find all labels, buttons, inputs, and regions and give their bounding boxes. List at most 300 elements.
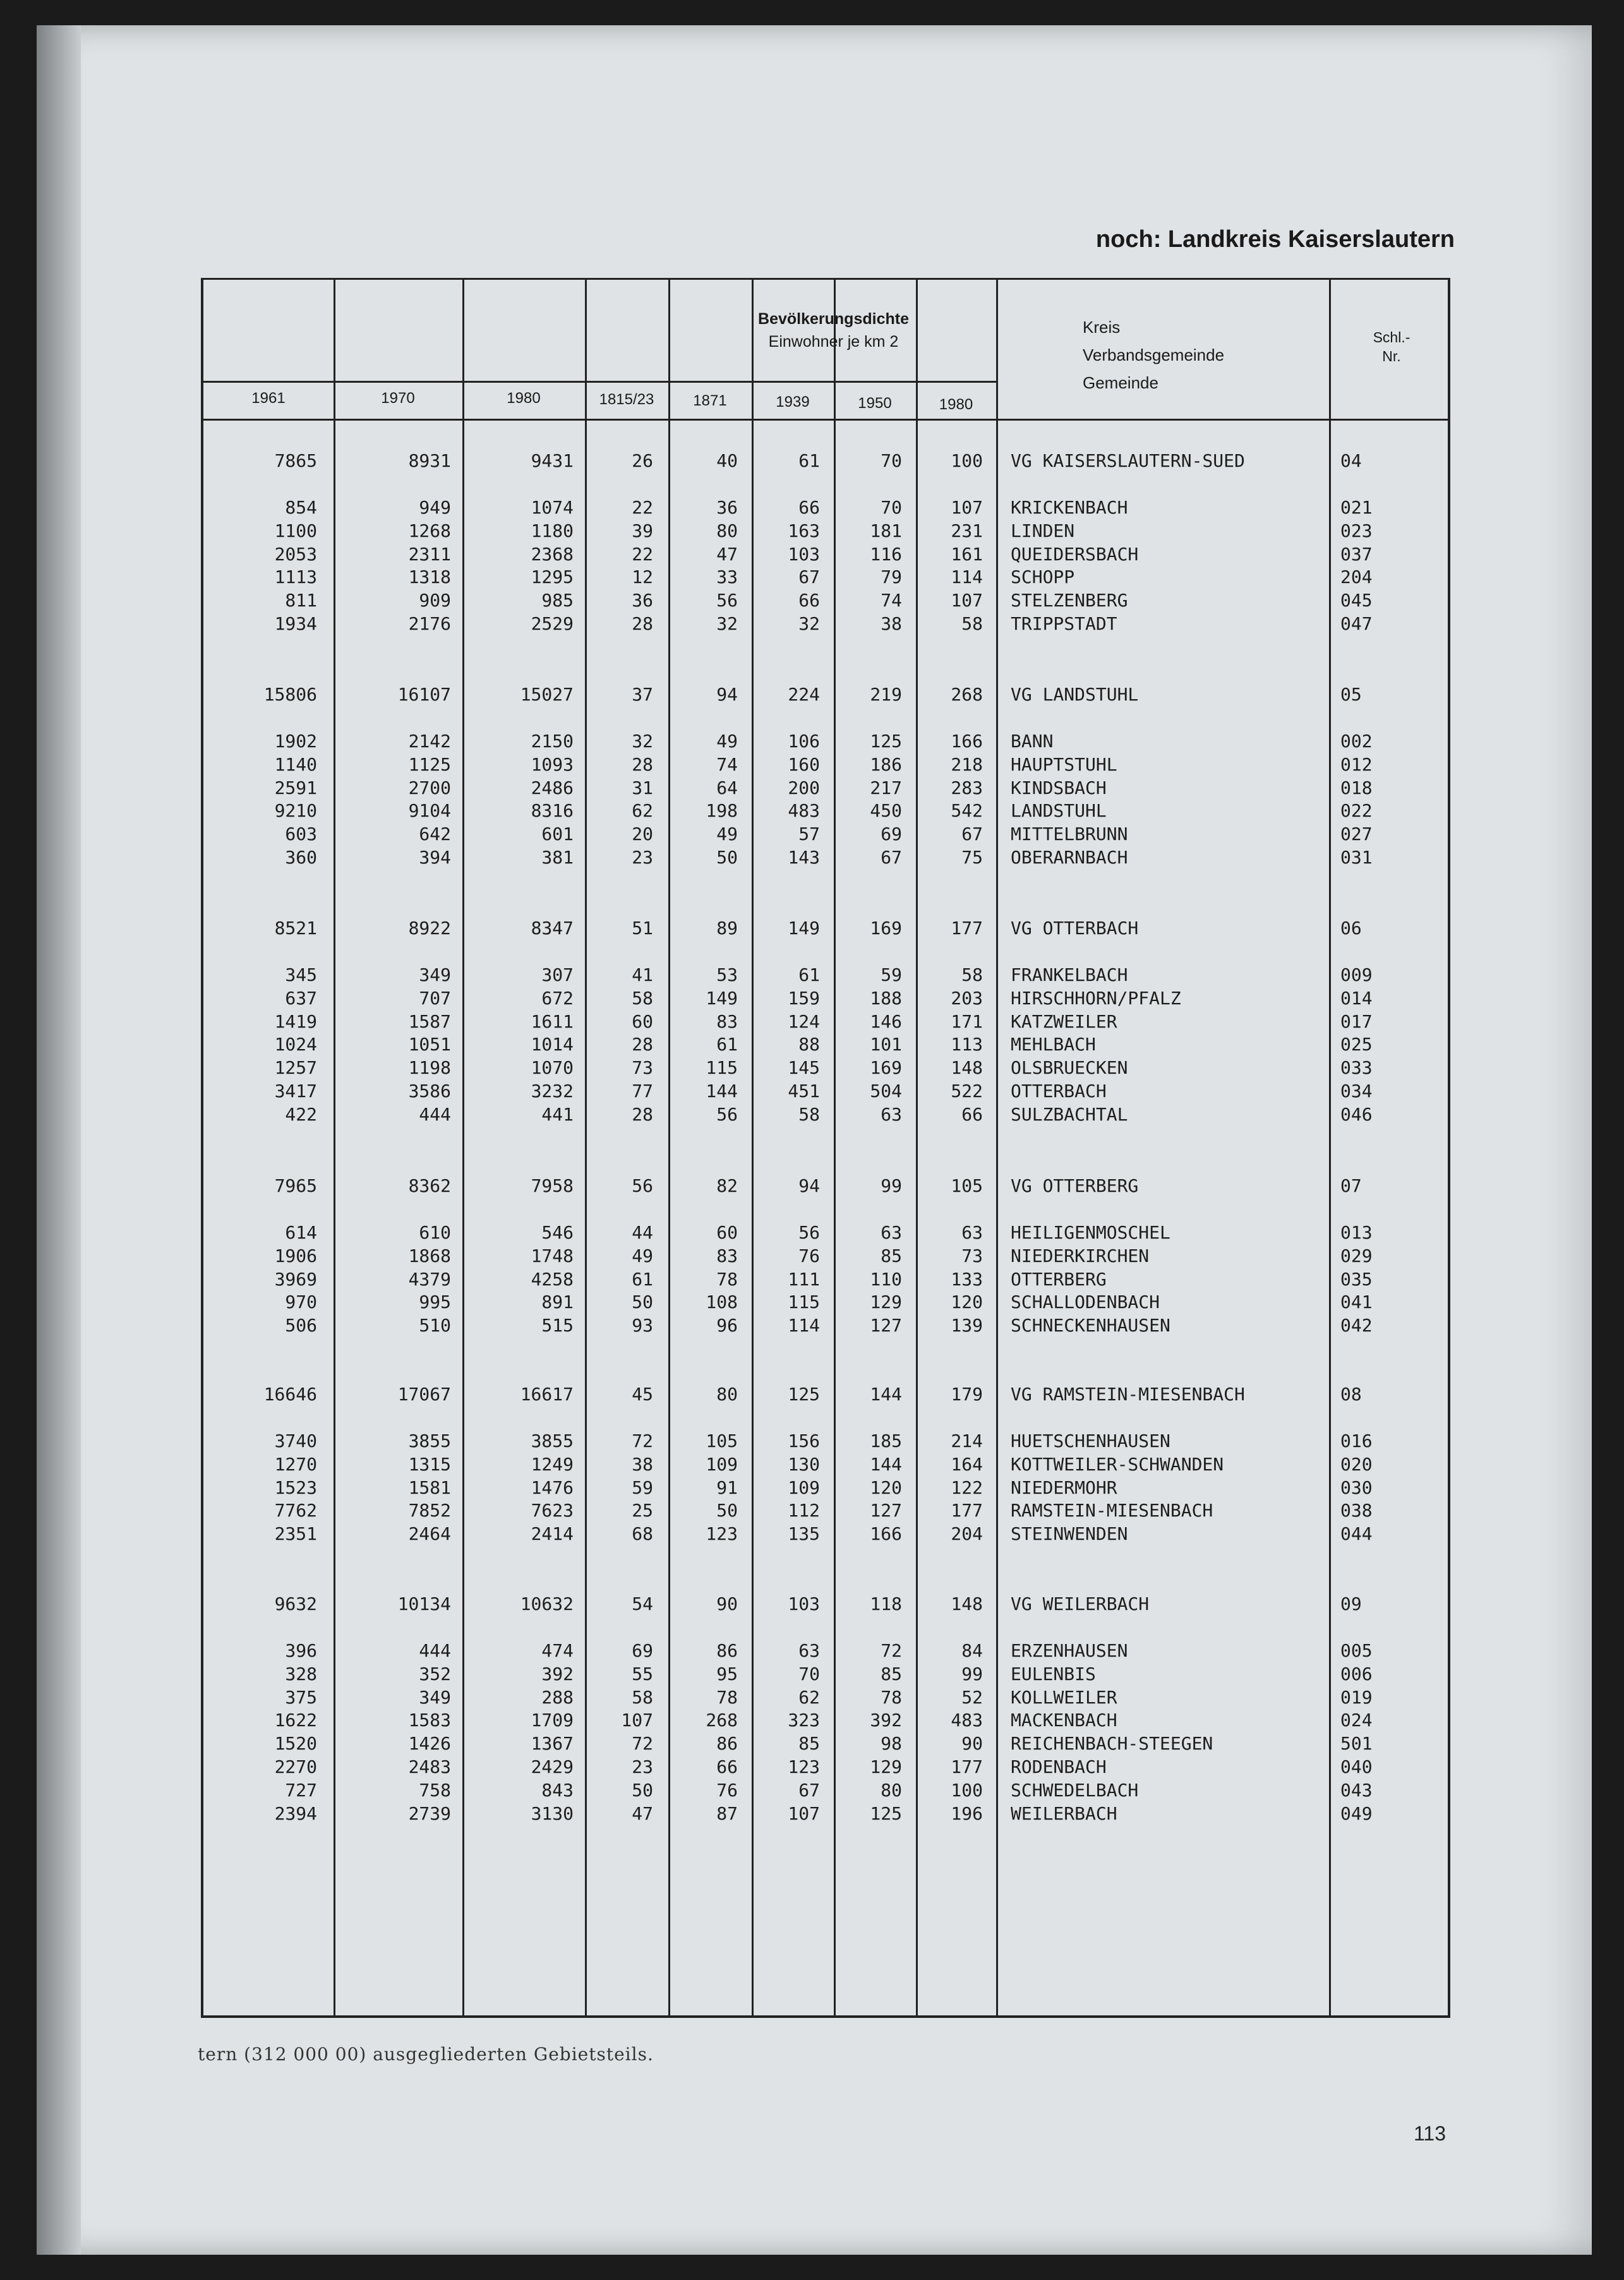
density-cell: 58 bbox=[961, 964, 983, 985]
population-cell: 1295 bbox=[531, 567, 574, 588]
population-cell: 1902 bbox=[274, 731, 317, 752]
population-cell: 2591 bbox=[274, 777, 317, 798]
population-cell: 2142 bbox=[408, 731, 451, 752]
year-header-1980: 1980 bbox=[507, 390, 541, 407]
municipality-name-cell: KOLLWEILER bbox=[1011, 1686, 1117, 1708]
population-cell: 7762 bbox=[274, 1500, 317, 1521]
density-cell: 127 bbox=[870, 1315, 902, 1336]
key-number-cell: 04 bbox=[1340, 450, 1362, 471]
population-cell: 17067 bbox=[397, 1384, 451, 1405]
year-header-1950: 1950 bbox=[858, 395, 892, 412]
population-cell: 1581 bbox=[408, 1477, 451, 1498]
density-cell: 90 bbox=[961, 1733, 983, 1755]
municipality-name-cell: HEILIGENMOSCHEL bbox=[1011, 1222, 1170, 1243]
density-cell: 106 bbox=[788, 731, 820, 752]
population-cell: 610 bbox=[419, 1222, 451, 1243]
density-cell: 78 bbox=[881, 1686, 902, 1708]
table-row bbox=[203, 1780, 1448, 1801]
density-cell: 49 bbox=[632, 1245, 653, 1266]
population-cell: 1113 bbox=[274, 567, 317, 588]
density-cell: 90 bbox=[716, 1593, 738, 1614]
key-number-cell: 020 bbox=[1340, 1453, 1373, 1475]
table-row bbox=[203, 1477, 1448, 1499]
key-number-cell: 05 bbox=[1340, 684, 1362, 705]
density-cell: 58 bbox=[798, 1103, 820, 1125]
density-cell: 323 bbox=[788, 1710, 820, 1731]
municipality-name-cell: OTTERBACH bbox=[1011, 1081, 1107, 1101]
population-cell: 1249 bbox=[531, 1453, 574, 1475]
density-cell: 146 bbox=[870, 1011, 902, 1032]
density-cell: 231 bbox=[951, 520, 983, 541]
population-cell: 16646 bbox=[263, 1384, 317, 1405]
vg-summary-row bbox=[203, 918, 1448, 939]
density-cell: 163 bbox=[788, 520, 820, 541]
density-cell: 179 bbox=[951, 1384, 983, 1405]
key-number-cell: 018 bbox=[1340, 777, 1373, 798]
density-cell: 217 bbox=[870, 777, 902, 798]
table-row bbox=[203, 1454, 1448, 1475]
density-cell: 177 bbox=[951, 918, 983, 939]
density-cell: 55 bbox=[632, 1663, 653, 1684]
density-cell: 123 bbox=[788, 1756, 820, 1777]
density-cell: 66 bbox=[961, 1103, 983, 1125]
key-number-cell: 016 bbox=[1340, 1431, 1373, 1451]
density-cell: 60 bbox=[632, 1011, 653, 1032]
population-cell: 2464 bbox=[408, 1523, 451, 1545]
municipality-name-cell: BANN bbox=[1011, 731, 1054, 752]
density-cell: 23 bbox=[632, 1756, 653, 1777]
density-group-label: Bevölkerungsdichte bbox=[758, 310, 909, 328]
table-row bbox=[203, 800, 1448, 822]
table-row bbox=[203, 1710, 1448, 1731]
density-cell: 78 bbox=[716, 1268, 738, 1290]
table-row bbox=[203, 847, 1448, 868]
density-cell: 53 bbox=[716, 964, 738, 985]
density-cell: 123 bbox=[706, 1523, 738, 1545]
density-cell: 59 bbox=[632, 1477, 653, 1498]
density-cell: 67 bbox=[798, 567, 820, 588]
density-cell: 80 bbox=[881, 1779, 902, 1801]
population-cell: 1014 bbox=[531, 1034, 574, 1055]
population-cell: 2368 bbox=[531, 543, 574, 565]
density-cell: 219 bbox=[870, 684, 902, 705]
density-cell: 198 bbox=[706, 800, 738, 822]
nr-label: Nr. bbox=[1382, 348, 1401, 364]
population-cell: 985 bbox=[541, 590, 574, 611]
population-cell: 307 bbox=[541, 964, 574, 985]
density-cell: 483 bbox=[951, 1710, 983, 1731]
density-cell: 110 bbox=[870, 1268, 902, 1290]
density-cell: 56 bbox=[716, 590, 738, 611]
vg-summary-row bbox=[203, 1384, 1448, 1405]
table-row bbox=[203, 590, 1448, 611]
table-row bbox=[203, 1315, 1448, 1336]
table-row bbox=[203, 1687, 1448, 1708]
population-cell: 995 bbox=[419, 1292, 451, 1313]
municipality-name-cell: SCHOPP bbox=[1011, 567, 1075, 588]
density-cell: 85 bbox=[798, 1733, 820, 1755]
density-cell: 144 bbox=[870, 1453, 902, 1475]
density-cell: 22 bbox=[632, 543, 653, 565]
key-number-cell: 06 bbox=[1340, 918, 1362, 939]
density-cell: 148 bbox=[951, 1593, 983, 1614]
table-row bbox=[203, 1245, 1448, 1267]
density-cell: 63 bbox=[881, 1103, 902, 1125]
density-cell: 145 bbox=[788, 1057, 820, 1079]
key-number-cell: 030 bbox=[1340, 1477, 1373, 1498]
density-cell: 89 bbox=[716, 918, 738, 939]
table-row bbox=[203, 1733, 1448, 1755]
population-cell: 506 bbox=[285, 1315, 317, 1336]
municipality-name-cell: NIEDERKIRCHEN bbox=[1011, 1245, 1150, 1266]
population-cell: 474 bbox=[541, 1640, 574, 1661]
population-cell: 2351 bbox=[274, 1523, 317, 1545]
density-cell: 74 bbox=[881, 590, 902, 611]
population-cell: 10632 bbox=[520, 1593, 574, 1614]
municipality-name-cell: LANDSTUHL bbox=[1011, 800, 1107, 822]
population-cell: 1100 bbox=[274, 520, 317, 541]
population-cell: 375 bbox=[285, 1686, 317, 1708]
population-cell: 9431 bbox=[531, 450, 574, 471]
density-cell: 52 bbox=[961, 1686, 983, 1708]
key-number-cell: 017 bbox=[1340, 1011, 1373, 1032]
population-cell: 510 bbox=[419, 1315, 451, 1336]
data-table bbox=[201, 278, 1450, 2018]
density-cell: 28 bbox=[632, 1034, 653, 1055]
table-row bbox=[203, 824, 1448, 845]
population-cell: 546 bbox=[541, 1222, 574, 1243]
density-cell: 47 bbox=[716, 543, 738, 565]
density-cell: 109 bbox=[706, 1453, 738, 1475]
density-cell: 77 bbox=[632, 1081, 653, 1101]
density-cell: 32 bbox=[632, 731, 653, 752]
municipality-name-cell: ERZENHAUSEN bbox=[1011, 1640, 1128, 1661]
table-row bbox=[203, 544, 1448, 565]
density-cell: 67 bbox=[881, 847, 902, 868]
density-cell: 283 bbox=[951, 777, 983, 798]
table-row bbox=[203, 731, 1448, 752]
density-cell: 105 bbox=[706, 1431, 738, 1451]
vg-summary-row bbox=[203, 684, 1448, 705]
density-cell: 22 bbox=[632, 497, 653, 518]
table-row bbox=[203, 1011, 1448, 1033]
key-number-cell: 501 bbox=[1340, 1733, 1373, 1755]
density-cell: 112 bbox=[788, 1500, 820, 1521]
population-cell: 909 bbox=[419, 590, 451, 611]
key-number-cell: 022 bbox=[1340, 800, 1373, 822]
key-number-cell: 013 bbox=[1340, 1222, 1373, 1243]
density-cell: 69 bbox=[881, 824, 902, 845]
population-cell: 2486 bbox=[531, 777, 574, 798]
population-cell: 345 bbox=[285, 964, 317, 985]
density-cell: 122 bbox=[951, 1477, 983, 1498]
density-cell: 161 bbox=[951, 543, 983, 565]
population-cell: 1748 bbox=[531, 1245, 574, 1266]
density-cell: 62 bbox=[632, 800, 653, 822]
population-cell: 3130 bbox=[531, 1803, 574, 1824]
table-row bbox=[203, 1292, 1448, 1313]
key-number-cell: 040 bbox=[1340, 1756, 1373, 1777]
table-row bbox=[203, 1431, 1448, 1452]
key-number-cell: 043 bbox=[1340, 1779, 1373, 1801]
population-cell: 642 bbox=[419, 824, 451, 845]
density-cell: 78 bbox=[716, 1686, 738, 1708]
municipality-name-cell: VG RAMSTEIN-MIESENBACH bbox=[1011, 1384, 1245, 1405]
density-cell: 171 bbox=[951, 1011, 983, 1032]
density-cell: 160 bbox=[788, 753, 820, 775]
population-cell: 2394 bbox=[274, 1803, 317, 1824]
population-cell: 2739 bbox=[408, 1803, 451, 1824]
density-cell: 127 bbox=[870, 1500, 902, 1521]
table-row bbox=[203, 1640, 1448, 1662]
density-cell: 79 bbox=[881, 567, 902, 588]
key-number-cell: 08 bbox=[1340, 1384, 1362, 1405]
municipality-name-cell: VG OTTERBACH bbox=[1011, 918, 1139, 939]
density-cell: 45 bbox=[632, 1384, 653, 1405]
density-cell: 125 bbox=[870, 731, 902, 752]
table-row bbox=[203, 964, 1448, 986]
key-number-cell: 031 bbox=[1340, 847, 1373, 868]
density-cell: 129 bbox=[870, 1292, 902, 1313]
population-cell: 396 bbox=[285, 1640, 317, 1661]
density-cell: 86 bbox=[716, 1640, 738, 1661]
density-cell: 54 bbox=[632, 1593, 653, 1614]
density-cell: 36 bbox=[716, 497, 738, 518]
density-cell: 204 bbox=[951, 1523, 983, 1545]
population-cell: 1611 bbox=[531, 1011, 574, 1032]
density-cell: 177 bbox=[951, 1756, 983, 1777]
density-cell: 68 bbox=[632, 1523, 653, 1545]
density-cell: 99 bbox=[881, 1175, 902, 1196]
municipality-name-cell: MACKENBACH bbox=[1011, 1710, 1117, 1731]
population-cell: 1934 bbox=[274, 613, 317, 634]
key-number-cell: 006 bbox=[1340, 1663, 1373, 1684]
vg-summary-row bbox=[203, 1175, 1448, 1197]
population-cell: 3417 bbox=[274, 1081, 317, 1101]
density-cell: 107 bbox=[951, 590, 983, 611]
municipality-name-cell: LINDEN bbox=[1011, 520, 1075, 541]
key-number-cell: 049 bbox=[1340, 1803, 1373, 1824]
population-cell: 601 bbox=[541, 824, 574, 845]
population-cell: 1622 bbox=[274, 1710, 317, 1731]
population-cell: 381 bbox=[541, 847, 574, 868]
density-cell: 73 bbox=[961, 1245, 983, 1266]
density-cell: 67 bbox=[961, 824, 983, 845]
table-row bbox=[203, 1664, 1448, 1685]
population-cell: 1024 bbox=[274, 1034, 317, 1055]
density-cell: 504 bbox=[870, 1081, 902, 1101]
key-number-cell: 035 bbox=[1340, 1268, 1373, 1290]
population-cell: 2700 bbox=[408, 777, 451, 798]
density-cell: 149 bbox=[706, 987, 738, 1009]
population-cell: 8316 bbox=[531, 800, 574, 822]
table-row bbox=[203, 1034, 1448, 1055]
density-cell: 111 bbox=[788, 1268, 820, 1290]
population-cell: 7623 bbox=[531, 1500, 574, 1521]
table-row bbox=[203, 988, 1448, 1009]
key-number-cell: 044 bbox=[1340, 1523, 1373, 1545]
density-cell: 164 bbox=[951, 1453, 983, 1475]
density-cell: 63 bbox=[961, 1222, 983, 1243]
density-cell: 47 bbox=[632, 1803, 653, 1824]
density-cell: 268 bbox=[706, 1710, 738, 1731]
municipality-name-cell: WEILERBACH bbox=[1011, 1803, 1117, 1824]
table-row bbox=[203, 777, 1448, 799]
population-cell: 1198 bbox=[408, 1057, 451, 1079]
population-cell: 2529 bbox=[531, 613, 574, 634]
density-cell: 58 bbox=[961, 613, 983, 634]
key-number-cell: 204 bbox=[1340, 567, 1373, 588]
population-cell: 854 bbox=[285, 497, 317, 518]
density-cell: 224 bbox=[788, 684, 820, 705]
density-cell: 50 bbox=[716, 1500, 738, 1521]
table-row bbox=[203, 613, 1448, 635]
density-cell: 98 bbox=[881, 1733, 902, 1755]
population-cell: 349 bbox=[419, 1686, 451, 1708]
population-cell: 1318 bbox=[408, 567, 451, 588]
municipality-name-cell: KOTTWEILER-SCHWANDEN bbox=[1011, 1453, 1224, 1475]
municipality-name-cell: VG LANDSTUHL bbox=[1011, 684, 1139, 705]
density-cell: 130 bbox=[788, 1453, 820, 1475]
book-gutter bbox=[37, 25, 81, 2255]
density-cell: 107 bbox=[951, 497, 983, 518]
density-cell: 88 bbox=[798, 1034, 820, 1055]
population-cell: 422 bbox=[285, 1103, 317, 1125]
key-number-cell: 033 bbox=[1340, 1057, 1373, 1079]
density-cell: 66 bbox=[716, 1756, 738, 1777]
population-cell: 614 bbox=[285, 1222, 317, 1243]
population-cell: 8922 bbox=[408, 918, 451, 939]
year-header-1939: 1939 bbox=[776, 393, 810, 411]
municipality-name-cell: OLSBRUECKEN bbox=[1011, 1057, 1128, 1079]
key-number-cell: 021 bbox=[1340, 497, 1373, 518]
population-cell: 1180 bbox=[531, 520, 574, 541]
population-cell: 288 bbox=[541, 1686, 574, 1708]
density-cell: 76 bbox=[798, 1245, 820, 1266]
density-cell: 80 bbox=[716, 520, 738, 541]
density-cell: 113 bbox=[951, 1034, 983, 1055]
key-number-cell: 012 bbox=[1340, 753, 1373, 775]
population-cell: 2053 bbox=[274, 543, 317, 565]
key-number-cell: 019 bbox=[1340, 1686, 1373, 1708]
key-number-cell: 037 bbox=[1340, 543, 1373, 565]
density-cell: 61 bbox=[632, 1268, 653, 1290]
density-cell: 125 bbox=[870, 1803, 902, 1824]
density-cell: 100 bbox=[951, 1779, 983, 1801]
year-header-1815: 1815/23 bbox=[599, 391, 654, 408]
municipality-name-cell: HIRSCHHORN/PFALZ bbox=[1011, 987, 1181, 1009]
population-cell: 811 bbox=[285, 590, 317, 611]
density-cell: 95 bbox=[716, 1663, 738, 1684]
density-cell: 105 bbox=[951, 1175, 983, 1196]
density-cell: 107 bbox=[788, 1803, 820, 1824]
density-cell: 115 bbox=[788, 1292, 820, 1313]
footnote: tern (312 000 00) ausgegliederten Gebietsteils. bbox=[198, 2044, 654, 2065]
municipality-name-cell: HAUPTSTUHL bbox=[1011, 753, 1117, 775]
density-cell: 70 bbox=[798, 1663, 820, 1684]
density-cell: 218 bbox=[951, 753, 983, 775]
key-number-cell: 034 bbox=[1340, 1081, 1373, 1101]
population-cell: 1270 bbox=[274, 1453, 317, 1475]
density-cell: 40 bbox=[716, 450, 738, 471]
density-cell: 26 bbox=[632, 450, 653, 471]
density-cell: 91 bbox=[716, 1477, 738, 1498]
key-number-cell: 024 bbox=[1340, 1710, 1373, 1731]
population-cell: 7965 bbox=[274, 1175, 317, 1196]
density-cell: 451 bbox=[788, 1081, 820, 1101]
population-cell: 4379 bbox=[408, 1268, 451, 1290]
population-cell: 352 bbox=[419, 1663, 451, 1684]
table-row bbox=[203, 567, 1448, 588]
density-cell: 28 bbox=[632, 753, 653, 775]
population-cell: 1367 bbox=[531, 1733, 574, 1755]
density-cell: 148 bbox=[951, 1057, 983, 1079]
municipality-name-cell: KINDSBACH bbox=[1011, 777, 1107, 798]
population-cell: 1587 bbox=[408, 1011, 451, 1032]
population-cell: 1140 bbox=[274, 753, 317, 775]
density-cell: 75 bbox=[961, 847, 983, 868]
population-cell: 515 bbox=[541, 1315, 574, 1336]
table-row bbox=[203, 497, 1448, 519]
population-cell: 843 bbox=[541, 1779, 574, 1801]
municipality-name-cell: FRANKELBACH bbox=[1011, 964, 1128, 985]
density-cell: 159 bbox=[788, 987, 820, 1009]
density-cell: 114 bbox=[951, 567, 983, 588]
key-number-cell: 046 bbox=[1340, 1103, 1373, 1125]
kreis-label: Kreis bbox=[1083, 318, 1121, 337]
key-number-cell: 045 bbox=[1340, 590, 1373, 611]
density-cell: 31 bbox=[632, 777, 653, 798]
density-cell: 94 bbox=[798, 1175, 820, 1196]
density-cell: 72 bbox=[881, 1640, 902, 1661]
population-cell: 1125 bbox=[408, 753, 451, 775]
population-cell: 949 bbox=[419, 497, 451, 518]
table-row bbox=[203, 1222, 1448, 1244]
density-cell: 50 bbox=[632, 1292, 653, 1313]
municipality-name-cell: VG OTTERBERG bbox=[1011, 1175, 1139, 1196]
density-cell: 63 bbox=[881, 1222, 902, 1243]
density-cell: 135 bbox=[788, 1523, 820, 1545]
year-header-1961: 1961 bbox=[251, 390, 286, 407]
book-page bbox=[37, 25, 1592, 2255]
density-cell: 116 bbox=[870, 543, 902, 565]
population-cell: 1419 bbox=[274, 1011, 317, 1032]
municipality-name-cell: RODENBACH bbox=[1011, 1756, 1107, 1777]
population-cell: 4258 bbox=[531, 1268, 574, 1290]
population-cell: 444 bbox=[419, 1103, 451, 1125]
population-cell: 1868 bbox=[408, 1245, 451, 1266]
page-number: 113 bbox=[1414, 2122, 1447, 2145]
key-number-cell: 027 bbox=[1340, 824, 1373, 845]
population-cell: 7865 bbox=[274, 450, 317, 471]
density-cell: 185 bbox=[870, 1431, 902, 1451]
density-cell: 85 bbox=[881, 1663, 902, 1684]
population-cell: 3586 bbox=[408, 1081, 451, 1101]
header-divider bbox=[203, 381, 996, 383]
table-row bbox=[203, 520, 1448, 542]
key-number-cell: 029 bbox=[1340, 1245, 1373, 1266]
municipality-name-cell: EULENBIS bbox=[1011, 1663, 1096, 1684]
population-cell: 2429 bbox=[531, 1756, 574, 1777]
population-cell: 3855 bbox=[531, 1431, 574, 1451]
density-cell: 56 bbox=[798, 1222, 820, 1243]
municipality-name-cell: STELZENBERG bbox=[1011, 590, 1128, 611]
municipality-name-cell: QUEIDERSBACH bbox=[1011, 543, 1139, 565]
population-cell: 2270 bbox=[274, 1756, 317, 1777]
population-cell: 8521 bbox=[274, 918, 317, 939]
density-cell: 39 bbox=[632, 520, 653, 541]
population-cell: 15806 bbox=[263, 684, 317, 705]
